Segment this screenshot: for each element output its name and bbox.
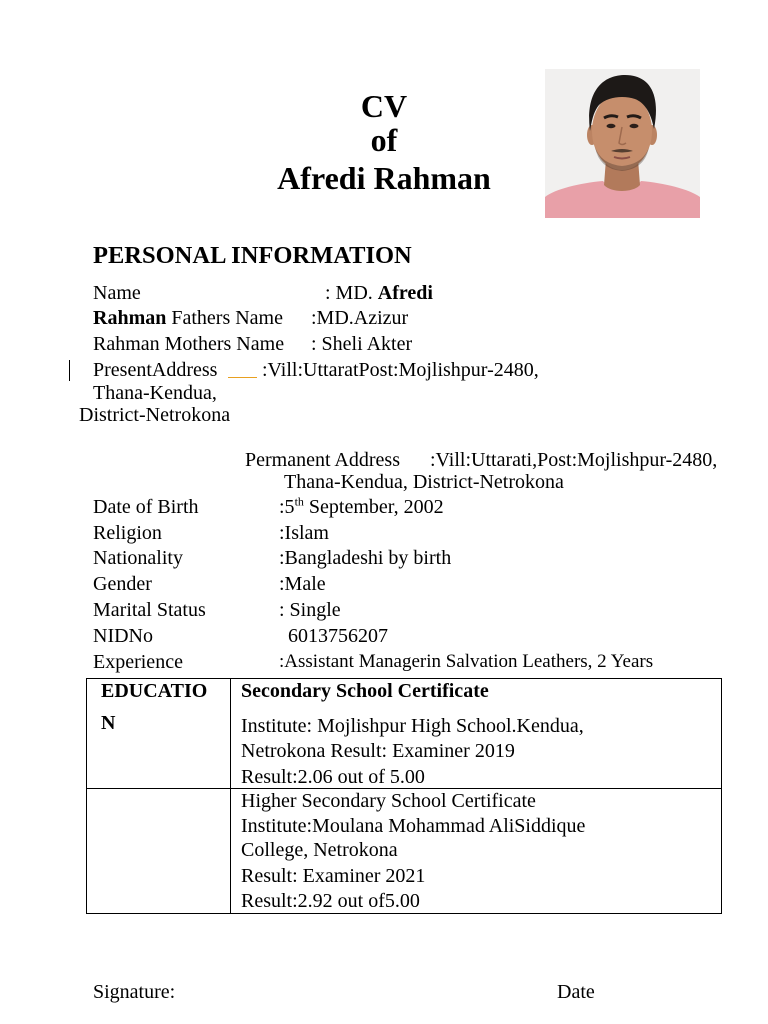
hsc-cell [230, 788, 721, 913]
nationality-label: Nationality [93, 547, 183, 569]
hsc-line: Result:2.92 out of5.00 [241, 890, 420, 912]
dob-label: Date of Birth [93, 496, 199, 518]
name-label: Name [93, 282, 141, 304]
cv-title-of: of [370, 122, 398, 158]
hsc-line: Higher Secondary School Certificate [241, 790, 536, 812]
mothers-name-value: : Sheli Akter [311, 333, 413, 355]
cv-title-name: Afredi Rahman [277, 160, 491, 196]
nid-value: 6013756207 [288, 625, 388, 647]
education-label-cell [87, 679, 230, 788]
ssc-title: Secondary School Certificate [241, 680, 489, 702]
experience-value: :Assistant Managerin Salvation Leathers, 2 Years [279, 651, 654, 672]
photo-eye-left [607, 124, 616, 128]
hsc-line: Result: Examiner 2021 [241, 865, 426, 887]
religion-value: :Islam [279, 522, 329, 544]
change-bar [69, 360, 70, 381]
present-address-line2: Thana-Kendua, [93, 382, 217, 404]
permanent-address-line2: Thana-Kendua, District-Netrokona [284, 471, 564, 493]
ssc-line: Result:2.06 out of 5.00 [241, 766, 425, 788]
name-continuation: Rahman [93, 307, 167, 329]
marital-status-label: Marital Status [93, 599, 206, 621]
fathers-label-text: Fathers Name [166, 307, 283, 329]
name-value [325, 281, 433, 305]
education-label-line1: EDUCATIO [101, 680, 208, 702]
present-address-line3: District-Netrokona [79, 404, 231, 426]
ssc-cell [230, 679, 721, 788]
dob-value-prefix: :5 [279, 496, 295, 518]
nid-label: NIDNo [93, 625, 153, 647]
date-label: Date [557, 981, 595, 1003]
present-address-value: :Vill:UttaratPost:Mojlishpur-2480, [262, 359, 539, 381]
education-label-line2: N [101, 712, 116, 734]
nationality-value: :Bangladeshi by birth [279, 547, 452, 569]
experience-label: Experience [93, 651, 183, 673]
gender-label: Gender [93, 573, 152, 595]
name-value-prefix: : MD. [325, 282, 378, 304]
profile-photo [545, 69, 700, 218]
ssc-line: Institute: Mojlishpur High School.Kendua, [241, 715, 584, 737]
permanent-address-label: Permanent Address [245, 449, 400, 471]
gender-value: :Male [279, 573, 326, 595]
ssc-line: Netrokona Result: Examiner 2019 [241, 740, 515, 762]
hsc-line: Institute:Moulana Mohammad AliSiddique [241, 815, 586, 837]
fathers-name-value: :MD.Azizur [311, 307, 409, 329]
cv-title: CV [360, 88, 408, 124]
permanent-address-value: :Vill:Uttarati,Post:Mojlishpur-2480, [430, 449, 718, 471]
dob-value-superscript: th [294, 494, 304, 509]
signature-label: Signature: [93, 981, 176, 1003]
fathers-name-label [93, 306, 283, 330]
dob-value-suffix: September, 2002 [303, 496, 444, 518]
present-address-label: PresentAddress [93, 359, 218, 381]
photo-eye-right [630, 124, 639, 128]
education-table [86, 678, 722, 914]
marital-status-value: : Single [279, 599, 341, 621]
empty-label-cell [87, 788, 230, 913]
dob-value [279, 495, 444, 519]
mothers-name-label: Rahman Mothers Name [93, 333, 285, 355]
hsc-line: College, Netrokona [241, 839, 398, 861]
section-heading-personal: PERSONAL INFORMATION [93, 242, 412, 269]
track-change-underline [228, 377, 257, 378]
name-value-bold: Afredi [377, 282, 433, 304]
religion-label: Religion [93, 522, 162, 544]
